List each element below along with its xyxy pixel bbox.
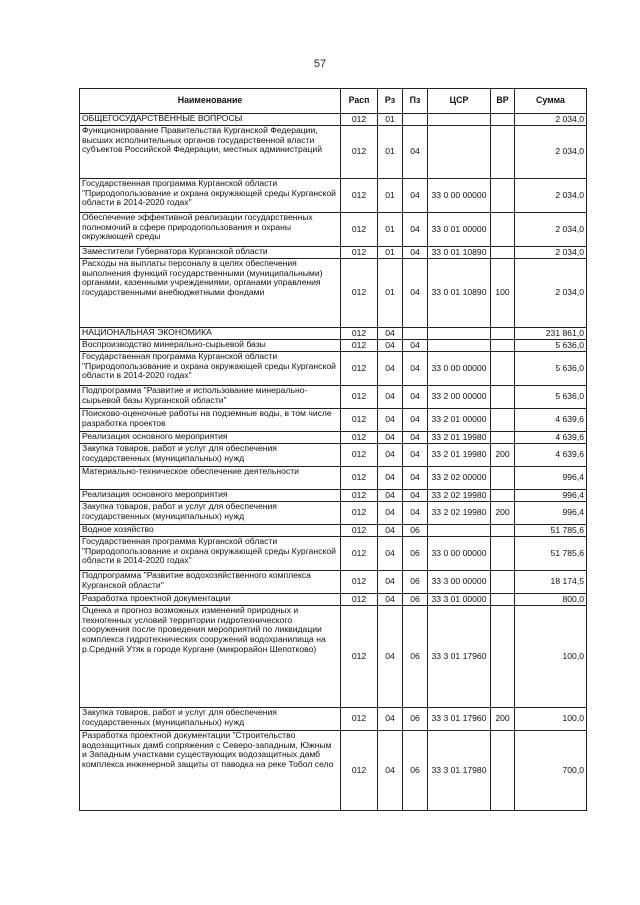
cell-rz: 04 xyxy=(378,444,403,467)
cell-csr: 33 3 01 17960 xyxy=(428,708,491,731)
cell-vr xyxy=(491,571,515,594)
cell-name: НАЦИОНАЛЬНАЯ ЭКОНОМИКА xyxy=(80,328,341,340)
cell-pz xyxy=(403,114,428,126)
cell-csr: 33 2 01 19980 xyxy=(428,444,491,467)
cell-name: Реализация основного мероприятия xyxy=(80,490,341,502)
cell-vr xyxy=(491,467,515,490)
cell-vr xyxy=(491,606,515,708)
cell-rasp: 012 xyxy=(341,259,378,328)
cell-vr: 200 xyxy=(491,708,515,731)
cell-rz: 01 xyxy=(378,114,403,126)
cell-pz: 06 xyxy=(403,571,428,594)
table-row xyxy=(80,525,587,537)
table-row xyxy=(80,502,587,525)
cell-pz: 06 xyxy=(403,708,428,731)
cell-vr xyxy=(491,490,515,502)
cell-rz: 04 xyxy=(378,490,403,502)
header-sum: Сумма xyxy=(515,89,587,114)
cell-sum: 4 639,6 xyxy=(515,409,587,432)
cell-name: Заместители Губернатора Курганской области xyxy=(80,247,341,259)
cell-vr xyxy=(491,352,515,386)
table-header-row xyxy=(80,89,587,114)
cell-csr: 33 2 02 00000 xyxy=(428,467,491,490)
cell-rz: 04 xyxy=(378,708,403,731)
cell-rasp: 012 xyxy=(341,606,378,708)
table-row xyxy=(80,340,587,352)
cell-rz: 01 xyxy=(378,126,403,179)
table-row xyxy=(80,490,587,502)
cell-csr: 33 0 00 00000 xyxy=(428,179,491,213)
table-row xyxy=(80,247,587,259)
cell-rasp: 012 xyxy=(341,352,378,386)
cell-name: Оценка и прогноз возможных изменений природных и техногенных условий территории гидротехнического сооружения после проведения мероприятий по ликвидации комплекса гидротехнических сооружений водохранилища на р.Средний Утяк в городе Кургане (микрорайон Шепотково) xyxy=(80,606,341,708)
table-row xyxy=(80,386,587,409)
cell-pz: 04 xyxy=(403,259,428,328)
cell-vr xyxy=(491,525,515,537)
cell-rasp: 012 xyxy=(341,594,378,606)
table-row xyxy=(80,179,587,213)
cell-vr xyxy=(491,386,515,409)
cell-pz: 04 xyxy=(403,386,428,409)
cell-name: Обеспечение эффективной реализации государственных полномочий в сфере природопользования и охраны окружающей среды xyxy=(80,213,341,247)
cell-csr: 33 3 01 00000 xyxy=(428,594,491,606)
cell-rasp: 012 xyxy=(341,467,378,490)
cell-csr: 33 2 01 00000 xyxy=(428,409,491,432)
page-number: 57 xyxy=(313,58,327,70)
cell-sum: 4 639,6 xyxy=(515,444,587,467)
cell-sum: 100,0 xyxy=(515,708,587,731)
cell-pz: 04 xyxy=(403,213,428,247)
table-row xyxy=(80,409,587,432)
cell-rz: 04 xyxy=(378,328,403,340)
cell-name: Подпрограмма "Развитие водохозяйственного комплекса Курганской области" xyxy=(80,571,341,594)
cell-vr xyxy=(491,328,515,340)
cell-rz: 04 xyxy=(378,594,403,606)
header-rasp: Расп xyxy=(341,89,378,114)
cell-csr xyxy=(428,328,491,340)
table-row xyxy=(80,708,587,731)
cell-pz: 06 xyxy=(403,731,428,811)
cell-csr: 33 0 01 10890 xyxy=(428,259,491,328)
cell-csr: 33 0 01 10890 xyxy=(428,247,491,259)
cell-vr xyxy=(491,247,515,259)
table-row xyxy=(80,537,587,571)
header-name: Наименование xyxy=(80,89,341,114)
cell-rasp: 012 xyxy=(341,409,378,432)
cell-vr xyxy=(491,126,515,179)
cell-vr xyxy=(491,432,515,444)
cell-sum: 51 785,6 xyxy=(515,525,587,537)
table-row xyxy=(80,606,587,708)
table-row xyxy=(80,432,587,444)
cell-rz: 04 xyxy=(378,352,403,386)
cell-name: Расходы на выплаты персоналу в целях обеспечения выполнения функций государственными (муниципальными) органами, казенными учреждениями, органами управления государственными внебюджетными фондами xyxy=(80,259,341,328)
table-row xyxy=(80,259,587,328)
cell-rasp: 012 xyxy=(341,444,378,467)
cell-sum: 5 636,0 xyxy=(515,340,587,352)
cell-rasp: 012 xyxy=(341,114,378,126)
cell-rasp: 012 xyxy=(341,525,378,537)
cell-rz: 04 xyxy=(378,409,403,432)
header-csr: ЦСР xyxy=(428,89,491,114)
cell-rasp: 012 xyxy=(341,126,378,179)
cell-name: Закупка товаров, работ и услуг для обеспечения государственных (муниципальных) нужд xyxy=(80,502,341,525)
table-row xyxy=(80,594,587,606)
cell-rz: 04 xyxy=(378,502,403,525)
cell-name: Закупка товаров, работ и услуг для обеспечения государственных (муниципальных) нужд xyxy=(80,708,341,731)
cell-sum: 996,4 xyxy=(515,490,587,502)
cell-name: Закупка товаров, работ и услуг для обеспечения государственных (муниципальных) нужд xyxy=(80,444,341,467)
cell-name: Водное хозяйство xyxy=(80,525,341,537)
cell-rz: 01 xyxy=(378,259,403,328)
table-row xyxy=(80,731,587,811)
cell-pz: 06 xyxy=(403,594,428,606)
cell-vr xyxy=(491,537,515,571)
cell-rz: 04 xyxy=(378,432,403,444)
header-rz: Рз xyxy=(378,89,403,114)
cell-rasp: 012 xyxy=(341,731,378,811)
cell-rz: 04 xyxy=(378,386,403,409)
budget-table xyxy=(79,88,587,811)
cell-sum: 231 861,0 xyxy=(515,328,587,340)
cell-csr xyxy=(428,126,491,179)
cell-rz: 04 xyxy=(378,731,403,811)
cell-sum: 996,4 xyxy=(515,467,587,490)
cell-csr: 33 3 00 00000 xyxy=(428,571,491,594)
cell-name: Воспроизводство минерально-сырьевой базы xyxy=(80,340,341,352)
cell-rz: 04 xyxy=(378,340,403,352)
cell-csr xyxy=(428,525,491,537)
cell-sum: 18 174,5 xyxy=(515,571,587,594)
table-row xyxy=(80,467,587,490)
cell-sum: 2 034,0 xyxy=(515,259,587,328)
cell-name: Разработка проектной документации xyxy=(80,594,341,606)
cell-rz: 04 xyxy=(378,467,403,490)
cell-rasp: 012 xyxy=(341,179,378,213)
table-row xyxy=(80,571,587,594)
cell-vr: 100 xyxy=(491,259,515,328)
cell-sum: 51 785,6 xyxy=(515,537,587,571)
cell-csr: 33 0 00 00000 xyxy=(428,352,491,386)
cell-name: Подпрограмма "Развитие и использование минерально-сырьевой базы Курганской области" xyxy=(80,386,341,409)
cell-name: Реализация основного мероприятия xyxy=(80,432,341,444)
header-pz: Пз xyxy=(403,89,428,114)
cell-pz: 04 xyxy=(403,352,428,386)
cell-vr xyxy=(491,213,515,247)
cell-pz: 04 xyxy=(403,444,428,467)
cell-pz: 04 xyxy=(403,502,428,525)
cell-rz: 01 xyxy=(378,247,403,259)
cell-rasp: 012 xyxy=(341,213,378,247)
cell-rasp: 012 xyxy=(341,328,378,340)
cell-name: Материально-техническое обеспечение деятельности xyxy=(80,467,341,490)
cell-csr xyxy=(428,340,491,352)
cell-pz: 06 xyxy=(403,525,428,537)
table-row xyxy=(80,444,587,467)
cell-vr xyxy=(491,731,515,811)
cell-rz: 04 xyxy=(378,537,403,571)
cell-rasp: 012 xyxy=(341,386,378,409)
cell-vr: 200 xyxy=(491,502,515,525)
table-row xyxy=(80,126,587,179)
table-row xyxy=(80,352,587,386)
table-row xyxy=(80,328,587,340)
cell-rasp: 012 xyxy=(341,537,378,571)
cell-sum: 996,4 xyxy=(515,502,587,525)
cell-pz: 06 xyxy=(403,606,428,708)
cell-sum: 2 034,0 xyxy=(515,114,587,126)
cell-pz: 04 xyxy=(403,409,428,432)
cell-name: Государственная программа Курганской области "Природопользование и охрана окружающей среды Курганской области в 2014-2020 годах" xyxy=(80,352,341,386)
cell-name: ОБЩЕГОСУДАРСТВЕННЫЕ ВОПРОСЫ xyxy=(80,114,341,126)
cell-vr xyxy=(491,409,515,432)
cell-pz xyxy=(403,328,428,340)
cell-csr: 33 2 02 19980 xyxy=(428,490,491,502)
cell-pz: 04 xyxy=(403,490,428,502)
cell-rasp: 012 xyxy=(341,247,378,259)
cell-rz: 04 xyxy=(378,571,403,594)
cell-rasp: 012 xyxy=(341,432,378,444)
cell-sum: 2 034,0 xyxy=(515,247,587,259)
cell-rz: 04 xyxy=(378,606,403,708)
cell-rasp: 012 xyxy=(341,490,378,502)
cell-pz: 04 xyxy=(403,179,428,213)
cell-rz: 01 xyxy=(378,179,403,213)
cell-vr xyxy=(491,114,515,126)
cell-name: Поисково-оценочные работы на подземные воды, в том числе разработка проектов xyxy=(80,409,341,432)
cell-sum: 2 034,0 xyxy=(515,213,587,247)
cell-csr: 33 0 01 00000 xyxy=(428,213,491,247)
cell-vr xyxy=(491,340,515,352)
cell-sum: 5 636,0 xyxy=(515,352,587,386)
cell-csr xyxy=(428,114,491,126)
cell-csr: 33 0 00 00000 xyxy=(428,537,491,571)
cell-sum: 4 639,6 xyxy=(515,432,587,444)
cell-csr: 33 2 02 19980 xyxy=(428,502,491,525)
cell-pz: 04 xyxy=(403,340,428,352)
cell-rasp: 012 xyxy=(341,571,378,594)
cell-csr: 33 2 00 00000 xyxy=(428,386,491,409)
cell-rasp: 012 xyxy=(341,708,378,731)
cell-pz: 04 xyxy=(403,467,428,490)
cell-csr: 33 2 01 19980 xyxy=(428,432,491,444)
cell-pz: 04 xyxy=(403,247,428,259)
table-row xyxy=(80,213,587,247)
header-vr: ВР xyxy=(491,89,515,114)
cell-csr: 33 3 01 17980 xyxy=(428,731,491,811)
cell-pz: 04 xyxy=(403,432,428,444)
cell-vr xyxy=(491,179,515,213)
cell-sum: 800,0 xyxy=(515,594,587,606)
table-row xyxy=(80,114,587,126)
cell-sum: 2 034,0 xyxy=(515,179,587,213)
cell-sum: 700,0 xyxy=(515,731,587,811)
cell-pz: 04 xyxy=(403,126,428,179)
cell-sum: 2 034,0 xyxy=(515,126,587,179)
cell-name: Разработка проектной документации "Строительство водозащитных дамб сопряжения с Северо-западным, Южным и Западным участками существующих водозащитных дамб комплекса инженерной защиты от паводка на реке Тобол село xyxy=(80,731,341,811)
cell-vr: 200 xyxy=(491,444,515,467)
cell-rz: 01 xyxy=(378,213,403,247)
cell-name: Государственная программа Курганской области "Природопользование и охрана окружающей среды Курганской области в 2014-2020 годах" xyxy=(80,179,341,213)
cell-rasp: 012 xyxy=(341,502,378,525)
cell-rasp: 012 xyxy=(341,340,378,352)
cell-name: Функционирование Правительства Курганской Федерации, высших исполнительных органов государственной власти субъектов Российской Федерации, местных администраций xyxy=(80,126,341,179)
cell-rz: 04 xyxy=(378,525,403,537)
cell-csr: 33 3 01 17960 xyxy=(428,606,491,708)
cell-pz: 06 xyxy=(403,537,428,571)
cell-sum: 100,0 xyxy=(515,606,587,708)
cell-vr xyxy=(491,594,515,606)
cell-sum: 5 636,0 xyxy=(515,386,587,409)
cell-name: Государственная программа Курганской области "Природопользование и охрана окружающей среды Курганской области в 2014-2020 годах" xyxy=(80,537,341,571)
